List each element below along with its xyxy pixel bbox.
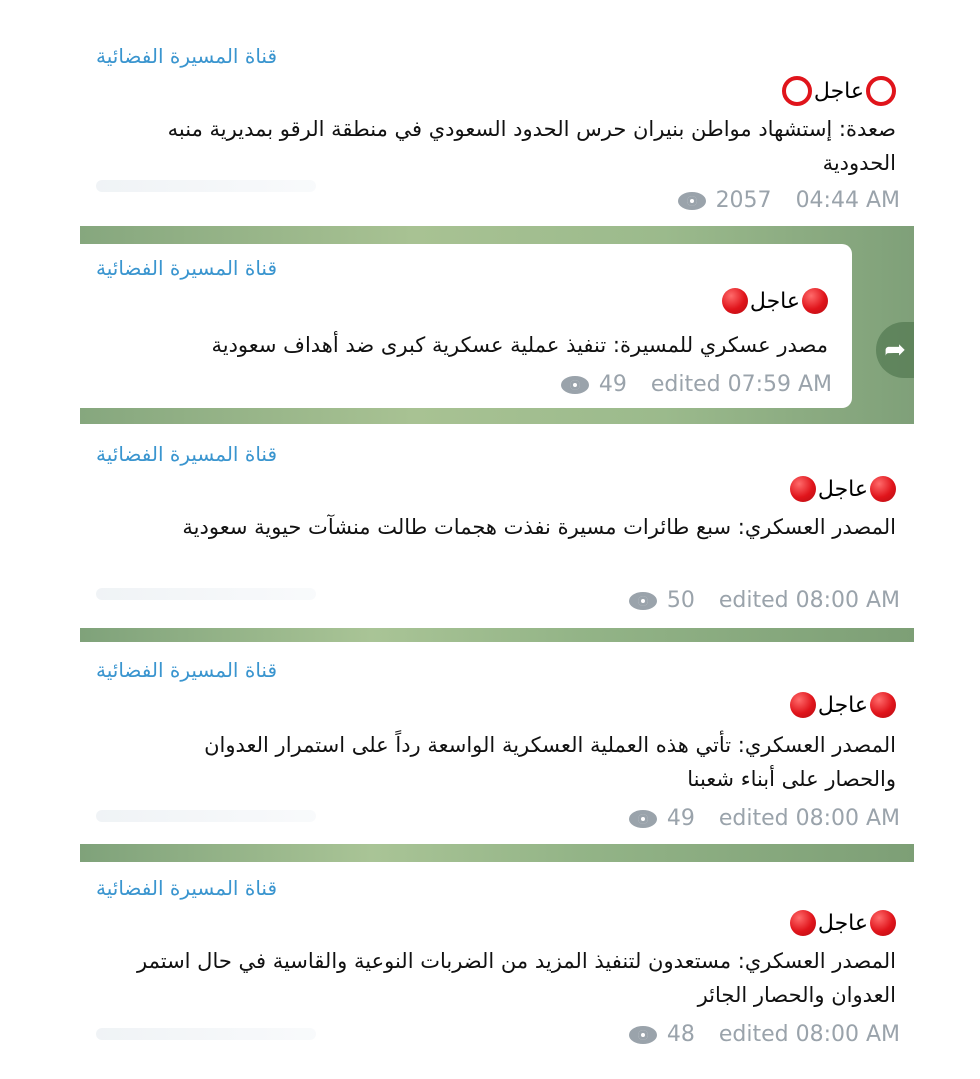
- message-3[interactable]: [80, 424, 914, 628]
- red-circle-icon: [782, 76, 812, 106]
- message-time: 04:44 AM: [795, 188, 900, 213]
- channel-name[interactable]: قناة المسيرة الفضائية: [96, 256, 278, 280]
- view-count: 48: [666, 1022, 695, 1047]
- view-count: 50: [666, 588, 695, 613]
- channel-name[interactable]: قناة المسيرة الفضائية: [96, 658, 278, 682]
- chat-background-strip: [80, 628, 914, 642]
- message-1[interactable]: [80, 30, 914, 226]
- channel-name[interactable]: قناة المسيرة الفضائية: [96, 876, 278, 900]
- message-bubble: [80, 244, 852, 408]
- view-count: 2057: [715, 188, 772, 213]
- red-circle-icon: [870, 476, 896, 502]
- urgent-label: عاجل: [813, 78, 864, 104]
- message-2[interactable]: [80, 226, 914, 424]
- red-circle-icon: [870, 692, 896, 718]
- view-count: 49: [666, 806, 695, 831]
- channel-name[interactable]: قناة المسيرة الفضائية: [96, 442, 278, 466]
- message-text: المصدر العسكري: سبع طائرات مسيرة نفذت هجمات طالت منشآت حيوية سعودية: [182, 515, 896, 539]
- eye-icon: [629, 810, 657, 828]
- faint-shadow: [96, 588, 316, 600]
- eye-icon: [629, 1026, 657, 1044]
- urgent-headline: [790, 692, 896, 718]
- urgent-label: عاجل: [817, 692, 868, 718]
- faint-shadow: [96, 810, 316, 822]
- message-text: المصدر العسكري: تأتي هذه العملية العسكرية الواسعة رداً على استمرار العدوان والحصار على أبناء شعبنا: [204, 733, 896, 791]
- urgent-headline: [722, 288, 828, 314]
- message-text: مصدر عسكري للمسيرة: تنفيذ عملية عسكرية كبرى ضد أهداف سعودية: [211, 333, 828, 357]
- message-time: edited 08:00 AM: [718, 806, 900, 831]
- message-time: edited 08:00 AM: [718, 588, 900, 613]
- urgent-headline: [790, 476, 896, 502]
- message-text: المصدر العسكري: مستعدون لتنفيذ المزيد من الضربات النوعية والقاسية في حال استمر العدوان والحصار الجائر: [137, 949, 896, 1007]
- urgent-label: عاجل: [749, 288, 800, 314]
- message-time: edited 08:00 AM: [718, 1022, 900, 1047]
- eye-icon: [561, 376, 589, 394]
- urgent-label: عاجل: [817, 910, 868, 936]
- red-circle-icon: [802, 288, 828, 314]
- chat-background-strip: [80, 844, 914, 862]
- share-icon[interactable]: ➦: [876, 322, 914, 378]
- message-5[interactable]: [80, 862, 914, 1072]
- urgent-label: عاجل: [817, 476, 868, 502]
- red-circle-icon: [866, 76, 896, 106]
- message-meta: [629, 1022, 900, 1047]
- message-meta: [561, 372, 832, 397]
- faint-shadow: [96, 1028, 316, 1040]
- red-circle-icon: [790, 692, 816, 718]
- eye-icon: [678, 192, 706, 210]
- red-circle-icon: [790, 476, 816, 502]
- urgent-headline: [782, 76, 896, 106]
- message-time: edited 07:59 AM: [650, 372, 832, 397]
- channel-name[interactable]: قناة المسيرة الفضائية: [96, 44, 278, 68]
- message-4[interactable]: [80, 642, 914, 844]
- view-count: 49: [598, 372, 627, 397]
- message-meta: [629, 588, 900, 613]
- message-meta: [678, 188, 900, 213]
- message-text: صعدة: إستشهاد مواطن بنيران حرس الحدود السعودي في منطقة الرقو بمديرية منبه الحدودية: [167, 117, 896, 175]
- red-circle-icon: [790, 910, 816, 936]
- red-circle-icon: [722, 288, 748, 314]
- urgent-headline: [790, 910, 896, 936]
- message-meta: [629, 806, 900, 831]
- faint-shadow: [96, 180, 316, 192]
- red-circle-icon: [870, 910, 896, 936]
- eye-icon: [629, 592, 657, 610]
